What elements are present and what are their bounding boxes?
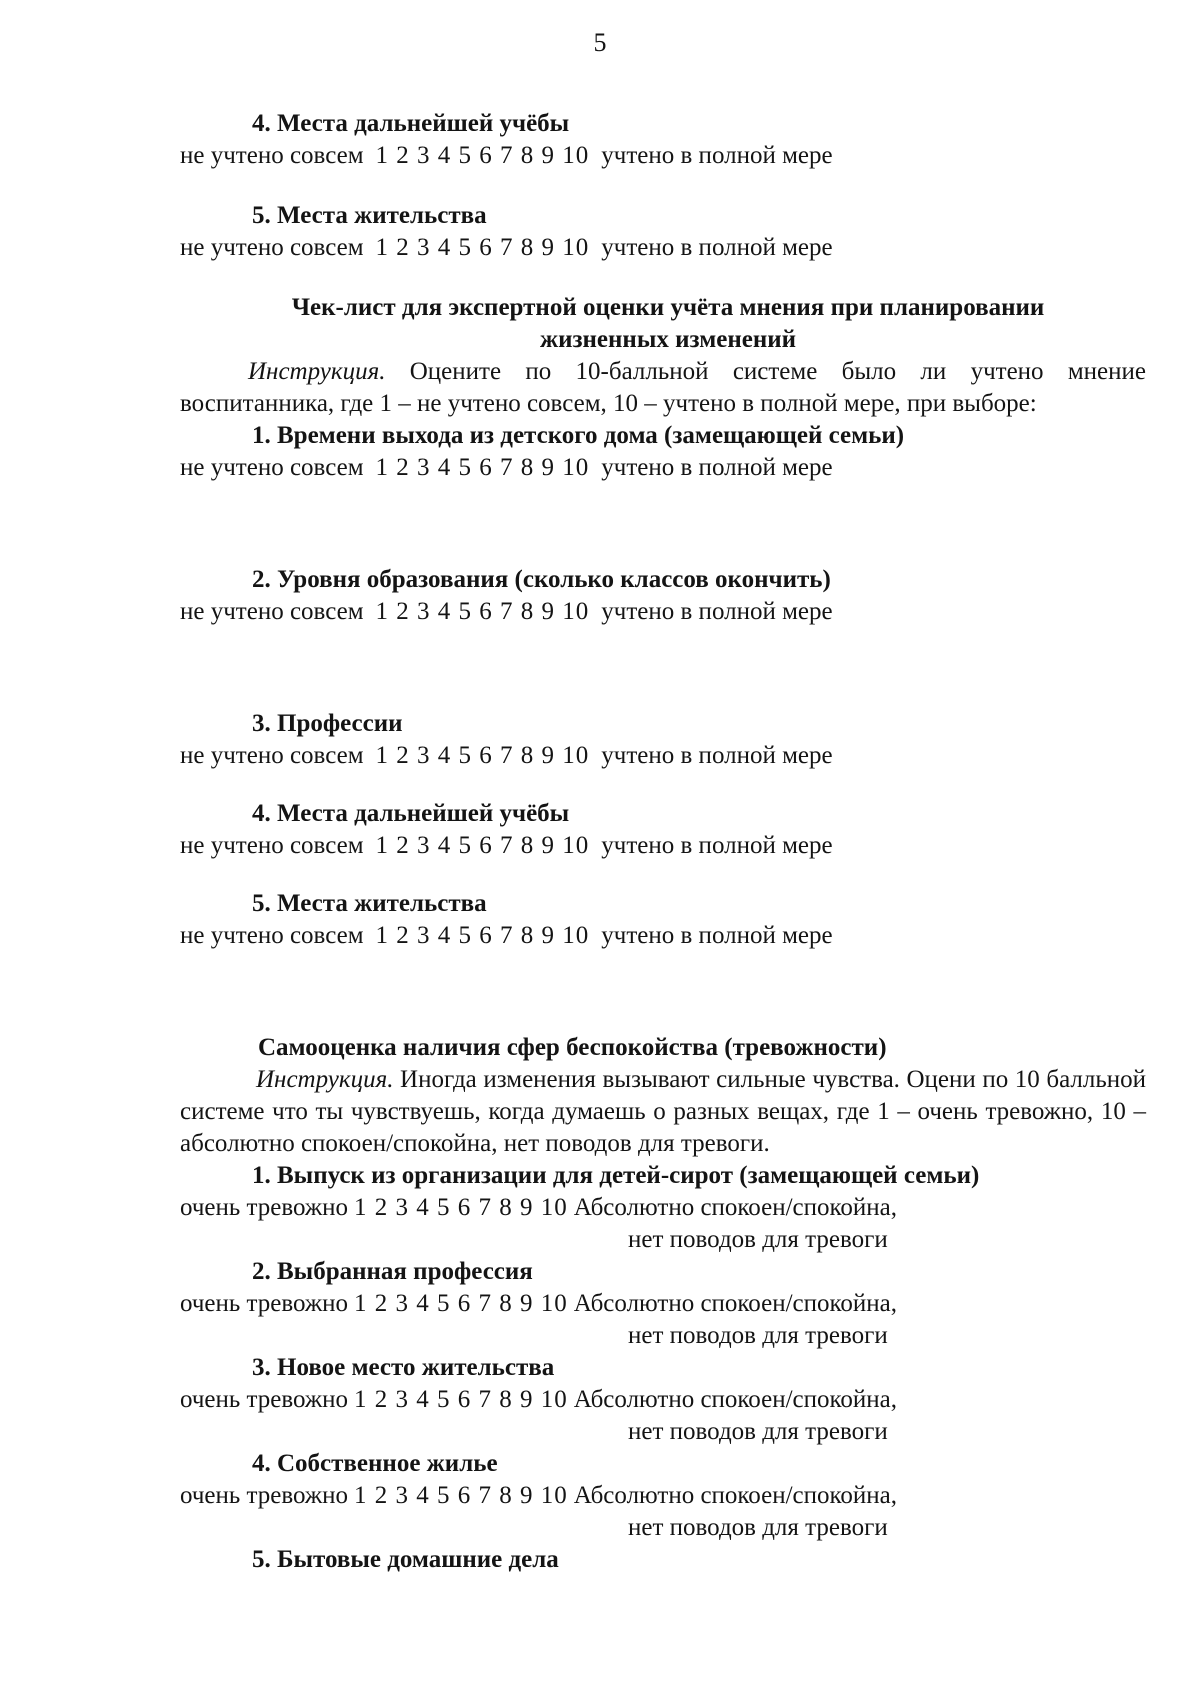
item-title: 3. Новое место жительства: [252, 1354, 555, 1381]
checklist-item-2: [180, 564, 1146, 628]
scale-left-label: не учтено совсем: [180, 234, 364, 261]
scale-right-label: Абсолютно спокоен/спокойна,: [573, 1194, 897, 1221]
anxiety-item-2: [180, 1256, 1146, 1352]
scale-right-label: учтено в полной мере: [601, 454, 833, 481]
scale-left-label: не учтено совсем: [180, 742, 364, 769]
checklist-heading-line2: жизненных изменений: [539, 326, 797, 353]
item-title: 1. Выпуск из организации для детей-сирот (замещающей семьи): [252, 1162, 980, 1189]
scale-right-label: учтено в полной мере: [601, 142, 833, 169]
scale-numbers: 1 2 3 4 5 6 7 8 9 10: [375, 832, 590, 859]
document-body: [180, 108, 1146, 1576]
scale-left-label: не учтено совсем: [180, 454, 364, 481]
rating-scale: [180, 232, 1146, 264]
rating-scale: [180, 920, 1146, 952]
instruction-text: Иногда изменения вызывают сильные чувства. Оцени по 10 балльной системе что ты чувствуешь, когда думаешь о разных вещах, где 1 – очень тревожно, 10 – абсолютно спокоен/спокойна, нет поводов для тревоги.: [180, 1066, 1146, 1157]
anxiety-scale: [180, 1288, 1146, 1320]
scale-left-label: очень тревожно: [180, 1386, 349, 1413]
rating-scale: [180, 830, 1146, 862]
scale-left-label: не учтено совсем: [180, 832, 364, 859]
checklist-instruction: [180, 356, 1146, 420]
scale-right-label: учтено в полной мере: [601, 598, 833, 625]
scale-numbers: 1 2 3 4 5 6 7 8 9 10: [354, 1290, 568, 1317]
checklist-item-1: [180, 420, 1146, 484]
anxiety-item-5: [180, 1544, 1146, 1576]
scale-right-label: Абсолютно спокоен/спокойна,: [573, 1482, 897, 1509]
self-assessment-instruction: [180, 1064, 1146, 1160]
item-title: 2. Уровня образования (сколько классов окончить): [252, 566, 831, 593]
scale-right-label: учтено в полной мере: [601, 742, 833, 769]
item-title: 5. Места жительства: [252, 202, 487, 229]
anxiety-item-3: [180, 1352, 1146, 1448]
scale-numbers: 1 2 3 4 5 6 7 8 9 10: [375, 922, 590, 949]
scale-left-label: не учтено совсем: [180, 142, 364, 169]
scale-right-continuation: нет поводов для тревоги: [628, 1226, 888, 1253]
anxiety-scale: [180, 1192, 1146, 1224]
rating-scale: [180, 596, 1146, 628]
self-assessment-heading: Самооценка наличия сфер беспокойства (тревожности): [258, 1034, 887, 1061]
self-assessment-section: [180, 1032, 1146, 1576]
scale-right-label: учтено в полной мере: [601, 922, 833, 949]
scale-right-label: Абсолютно спокоен/спокойна,: [573, 1386, 897, 1413]
scale-right-label: Абсолютно спокоен/спокойна,: [573, 1290, 897, 1317]
anxiety-item-4: [180, 1448, 1146, 1544]
page-number: 5: [593, 28, 607, 57]
scale-right-continuation: нет поводов для тревоги: [628, 1418, 888, 1445]
instruction-label: Инструкция.: [248, 358, 386, 385]
anxiety-scale: [180, 1480, 1146, 1512]
scale-right-continuation: нет поводов для тревоги: [628, 1514, 888, 1541]
rating-scale: [180, 140, 1146, 172]
scale-numbers: 1 2 3 4 5 6 7 8 9 10: [354, 1482, 568, 1509]
scale-numbers: 1 2 3 4 5 6 7 8 9 10: [354, 1386, 568, 1413]
item-title: 1. Времени выхода из детского дома (замещающей семьи): [252, 422, 905, 449]
item-title: 5. Бытовые домашние дела: [252, 1546, 559, 1573]
scale-left-label: очень тревожно: [180, 1482, 349, 1509]
top-item-5: [180, 200, 1146, 264]
scale-numbers: 1 2 3 4 5 6 7 8 9 10: [375, 234, 590, 261]
scale-right-label: учтено в полной мере: [601, 832, 833, 859]
scale-numbers: 1 2 3 4 5 6 7 8 9 10: [375, 598, 590, 625]
item-title: 2. Выбранная профессия: [252, 1258, 533, 1285]
scale-numbers: 1 2 3 4 5 6 7 8 9 10: [375, 742, 590, 769]
anxiety-scale: [180, 1384, 1146, 1416]
item-title: 5. Места жительства: [252, 890, 487, 917]
checklist-heading-line1: Чек-лист для экспертной оценки учёта мнения при планировании: [291, 294, 1045, 321]
checklist-item-5: [180, 888, 1146, 952]
scale-right-continuation: нет поводов для тревоги: [628, 1322, 888, 1349]
checklist-section: [180, 292, 1146, 952]
instruction-text: Оцените по 10-балльной системе было ли учтено мнение воспитанника, где 1 – не учтено совсем, 10 – учтено в полной мере, при выборе:: [180, 358, 1146, 417]
instruction-label: Инструкция.: [256, 1066, 394, 1093]
anxiety-item-1: [180, 1160, 1146, 1256]
scale-left-label: не учтено совсем: [180, 598, 364, 625]
scale-left-label: очень тревожно: [180, 1290, 349, 1317]
item-title: 4. Места дальнейшей учёбы: [252, 110, 570, 137]
scale-left-label: очень тревожно: [180, 1194, 349, 1221]
scale-numbers: 1 2 3 4 5 6 7 8 9 10: [354, 1194, 568, 1221]
scale-numbers: 1 2 3 4 5 6 7 8 9 10: [375, 454, 590, 481]
item-title: 4. Места дальнейшей учёбы: [252, 800, 570, 827]
checklist-item-3: [180, 708, 1146, 772]
item-title: 4. Собственное жилье: [252, 1450, 498, 1477]
checklist-item-4: [180, 798, 1146, 862]
scale-left-label: не учтено совсем: [180, 922, 364, 949]
scale-numbers: 1 2 3 4 5 6 7 8 9 10: [375, 142, 590, 169]
scale-right-label: учтено в полной мере: [601, 234, 833, 261]
rating-scale: [180, 740, 1146, 772]
rating-scale: [180, 452, 1146, 484]
item-title: 3. Профессии: [252, 710, 403, 737]
top-item-4: [180, 108, 1146, 172]
